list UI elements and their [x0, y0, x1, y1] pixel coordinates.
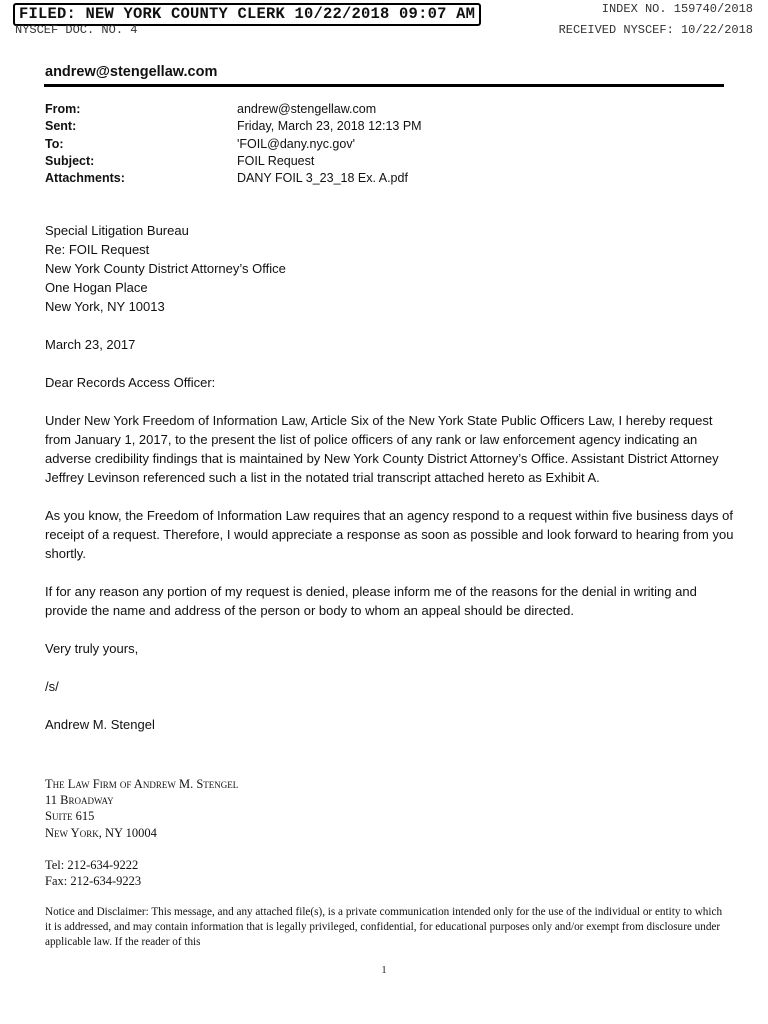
- header-divider: [44, 84, 724, 87]
- recipient-address: [45, 221, 735, 316]
- address-line: New York County District Attorney’s Office: [45, 261, 286, 276]
- meta-value-subject: FOIL Request: [237, 153, 315, 168]
- body-paragraph: Under New York Freedom of Information Law, Article Six of the New York State Public Officers Law, I hereby request from January 1, 2017, to the present the list of police officers of any rank or law enforcement agency indicating an adverse credibility findings that is maintained by New York County District Attorney’s Office. Assistant District Attorney Jeffrey Levinson referenced such a list in the notated trial transcript attached hereto as Exhibit A.: [45, 413, 719, 485]
- received-date: RECEIVED NYSCEF: 10/22/2018: [558, 23, 753, 37]
- meta-value-to: 'FOIL@dany.nyc.gov': [237, 136, 355, 151]
- email-title: andrew@stengellaw.com: [45, 64, 218, 80]
- email-metadata: [45, 101, 422, 187]
- address-line: Re: FOIL Request: [45, 242, 150, 257]
- firm-suite: Suite 615: [45, 809, 95, 824]
- meta-row-attachments: [45, 170, 422, 187]
- meta-value-attachments: DANY FOIL 3_23_18 Ex. A.pdf: [237, 171, 408, 186]
- meta-label: To:: [45, 136, 64, 151]
- filed-stamp: FILED: NEW YORK COUNTY CLERK 10/22/2018 09:07 AM: [13, 3, 481, 26]
- signature-mark: /s/: [45, 679, 59, 694]
- closing: Very truly yours,: [45, 641, 139, 656]
- meta-label: Sent:: [45, 119, 77, 134]
- disclaimer-text: Notice and Disclaimer: This message, and any attached file(s), is a private communication intended only for the use of the individual or entity to which it is addressed, and may contain information that is legally privileged, confidential, for educational purposes only and/or exempt from disclosure under applicable law. If the reader of this: [45, 906, 723, 948]
- body-paragraph: If for any reason any portion of my request is denied, please inform me of the reasons for the denial in writing and provide the name and address of the person or body to whom an appeal should be directed.: [45, 584, 697, 618]
- address-line: New York, NY 10013: [45, 299, 165, 314]
- firm-street: 11 Broadway: [45, 793, 114, 808]
- letter-body: [45, 221, 735, 734]
- firm-name: The Law Firm of Andrew M. Stengel: [45, 777, 239, 791]
- meta-value-from: andrew@stengellaw.com: [237, 102, 377, 116]
- meta-row-to: [45, 136, 422, 153]
- document-number: NYSCEF DOC. NO. 4: [15, 23, 138, 37]
- address-line: One Hogan Place: [45, 280, 148, 295]
- firm-telephone: Tel: 212-634-9222: [45, 857, 139, 872]
- meta-row-subject: [45, 153, 422, 170]
- meta-row-sent: [45, 118, 422, 135]
- index-number: INDEX NO. 159740/2018: [601, 2, 753, 16]
- spacer: [45, 841, 238, 857]
- signer-name: Andrew M. Stengel: [45, 717, 155, 732]
- firm-city: New York, NY 10004: [45, 825, 157, 840]
- meta-label: Subject:: [45, 153, 95, 168]
- meta-label: From:: [45, 102, 81, 116]
- firm-fax: Fax: 212-634-9223: [45, 874, 142, 889]
- meta-label: Attachments:: [45, 171, 125, 186]
- body-paragraph: As you know, the Freedom of Information Law requires that an agency respond to a request within five business days of receipt of a request. Therefore, I would appreciate a response as soon as possible and look forward to hearing from you shortly.: [45, 508, 734, 561]
- page-number: 1: [381, 965, 387, 976]
- letter-date: March 23, 2017: [45, 337, 136, 352]
- meta-value-sent: Friday, March 23, 2018 12:13 PM: [237, 119, 422, 134]
- firm-signature-block: [45, 776, 238, 889]
- salutation: Dear Records Access Officer:: [45, 375, 216, 390]
- address-line: Special Litigation Bureau: [45, 223, 189, 238]
- meta-row-from: [45, 101, 422, 118]
